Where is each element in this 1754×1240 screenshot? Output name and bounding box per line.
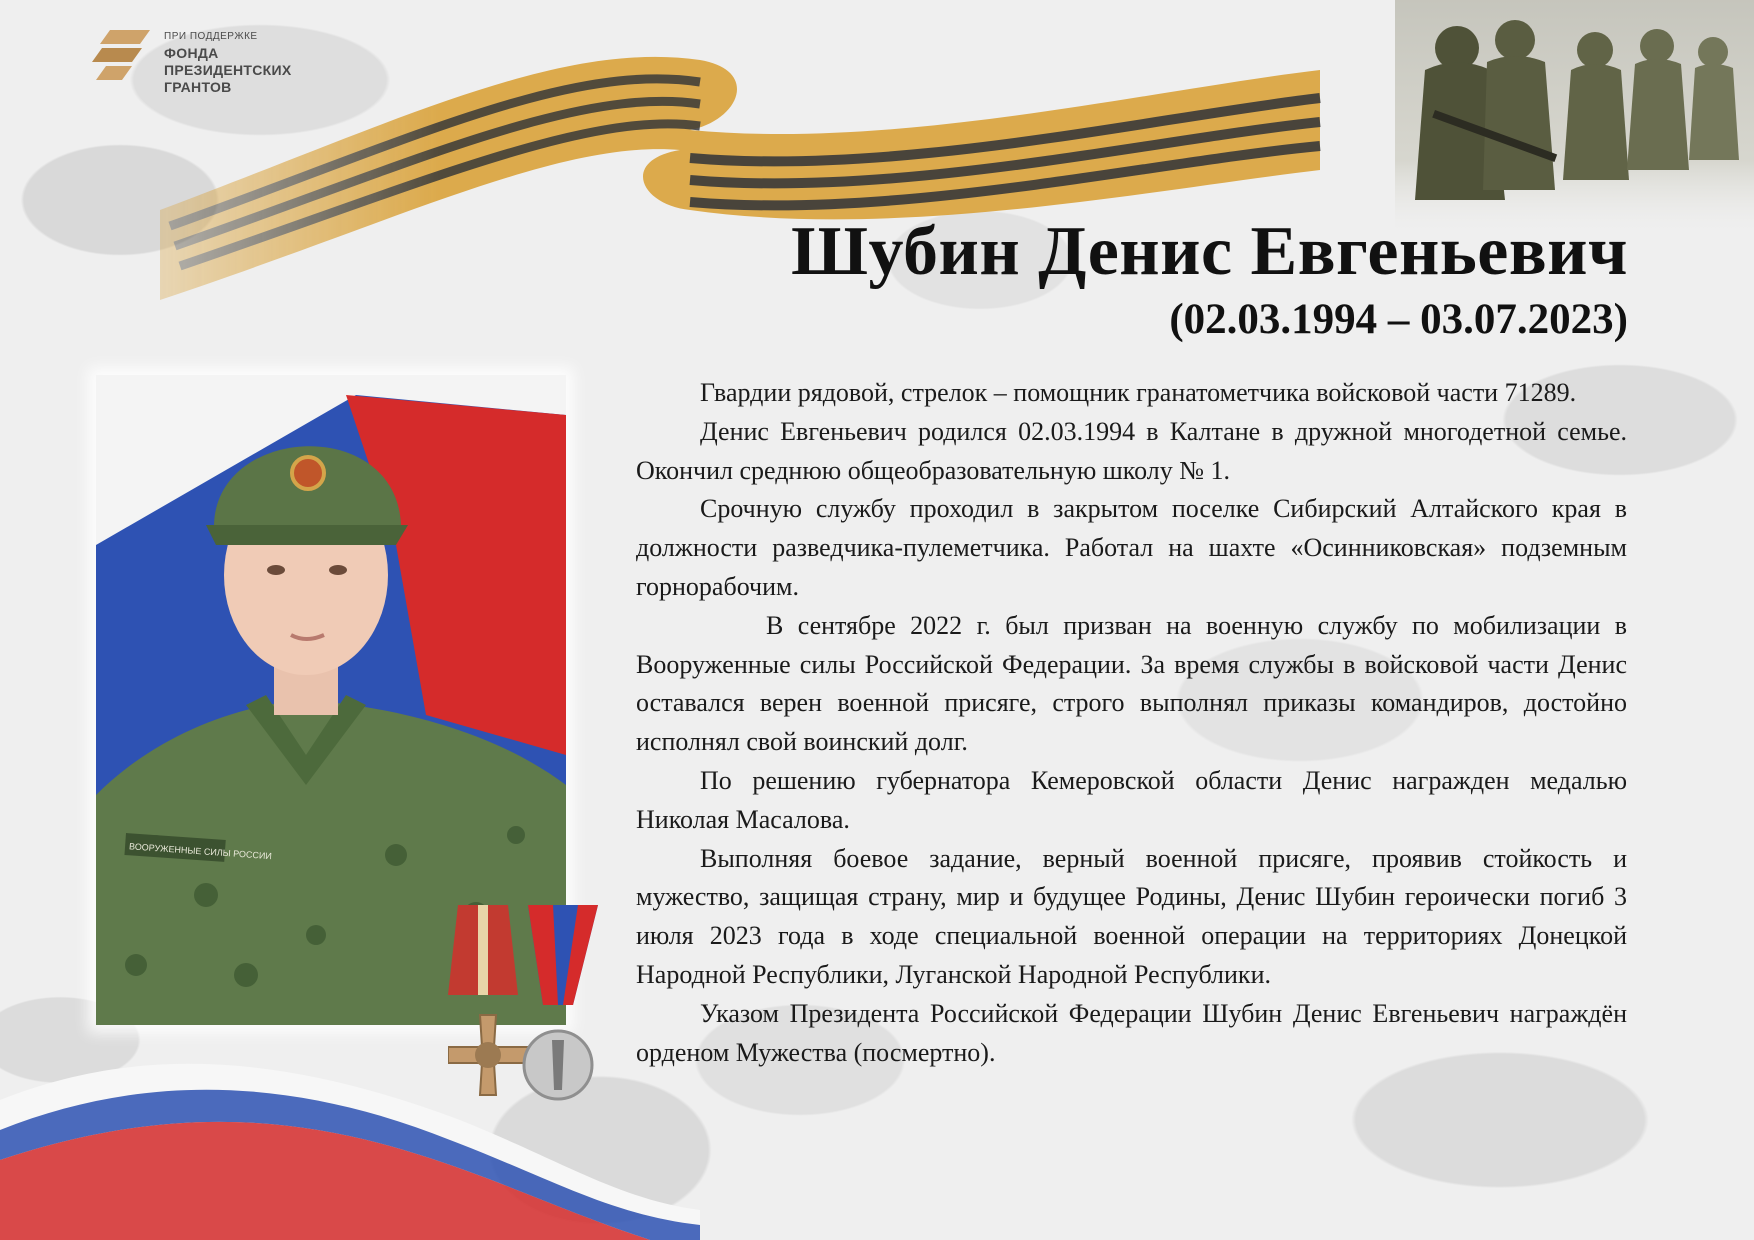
bio-paragraph-death: Выполняя боевое задание, верный военной присяге, проявив стойкость и мужество, защищая страну, мир и будущее Родины, Денис Шубин героически погиб 3 июля 2023 года в ходе специальной военной операции на территориях Донецкой Народной Республики, Луганской Народной Республики.: [636, 843, 1627, 989]
uniform-chevron: ВООРУЖЕННЫЕ СИЛЫ РОССИИ: [128, 841, 273, 862]
hero-dates: (02.03.1994 – 03.07.2023): [1169, 296, 1628, 343]
soldiers-image: [1395, 0, 1754, 230]
fund-logo-icon: [92, 28, 152, 82]
biography-text: [636, 374, 1627, 1072]
awards-group: [448, 905, 608, 1105]
fund-logo: [92, 28, 292, 96]
bio-paragraph-mobilization: В сентябре 2022 г. был призван на военную службу по мобилизации в Вооруженные силы Российской Федерации. За время службы в войсковой части Денис оставался верен военной присяге, строго выполнял приказы командиров, достойно исполнял свой воинский долг.: [636, 610, 1627, 757]
bio-paragraph-order: Указом Президента Российской Федерации Шубин Денис Евгеньевич награждён орденом Мужества (посмертно).: [636, 998, 1627, 1067]
hero-name: Шубин Денис Евгеньевич: [791, 213, 1628, 290]
logo-line-grants: ГРАНТОВ: [164, 79, 232, 95]
bio-paragraph-rank: Гвардии рядовой, стрелок – помощник гранатометчика войсковой части 71289.: [700, 378, 1577, 407]
bio-paragraph-medal: По решению губернатора Кемеровской области Денис награжден медалью Николая Масалова.: [636, 765, 1627, 834]
logo-line-fund: ФОНДА: [164, 45, 219, 61]
bio-paragraph-service: Срочную службу проходил в закрытом поселке Сибирский Алтайского края в должности разведчика-пулеметчика. Работал на шахте «Осинниковская» подземным горнорабочим.: [636, 494, 1627, 601]
order-of-courage-icon: [448, 905, 528, 1095]
bio-paragraph-birth: Денис Евгеньевич родился 02.03.1994 в Калтане в дружной многодетной семье. Окончил среднюю общеобразовательную школу № 1.: [636, 416, 1627, 485]
masalov-medal-icon: [524, 905, 598, 1099]
logo-caption: ПРИ ПОДДЕРЖКЕ: [164, 31, 258, 42]
logo-line-presidential: ПРЕЗИДЕНТСКИХ: [164, 62, 292, 78]
